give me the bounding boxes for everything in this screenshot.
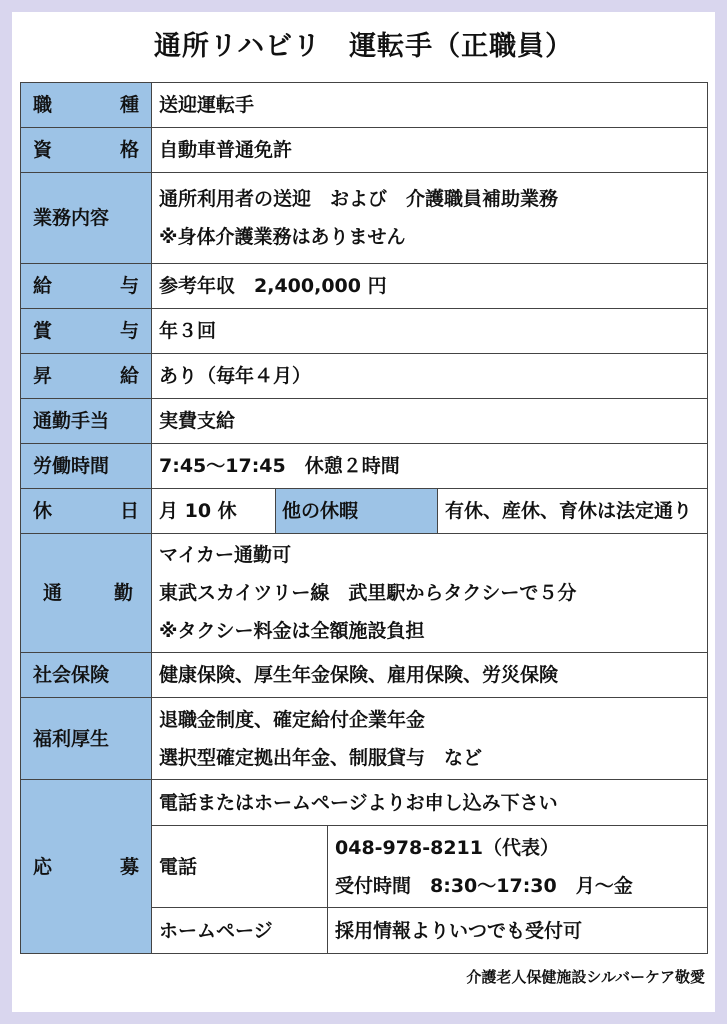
label-tsukin: 通 勤 [21, 534, 152, 653]
label-shokushu: 職 種 [21, 83, 152, 128]
value-shakai: 健康保険、厚生年金保険、雇用保険、労災保険 [152, 653, 708, 698]
row-tsukin-teate [21, 399, 708, 444]
value-gyomu: 通所利用者の送迎 および 介護職員補助業務 ※身体介護業務はありません [152, 173, 708, 264]
row-kyujitsu [21, 489, 708, 534]
label-gyomu: 業務内容 [21, 173, 152, 264]
label-shoyo: 賞 与 [21, 309, 152, 354]
row-tsukin [21, 534, 708, 653]
value-tsukin: マイカー通勤可 東武スカイツリー線 武里駅からタクシーで５分 ※タクシー料金は全額施設負担 [152, 534, 708, 653]
row-fukuri [21, 698, 708, 780]
row-rodo [21, 444, 708, 489]
value-kyuyo: 参考年収 2,400,000 円 [152, 264, 708, 309]
value-other-leave: 有休、産休、育休は法定通り [438, 489, 708, 534]
page-title: 通所リハビリ 運転手（正職員） [153, 31, 574, 62]
label-tsukin-teate: 通勤手当 [21, 399, 152, 444]
row-gyomu [21, 173, 708, 264]
value-homepage: 採用情報よりいつでも受付可 [328, 908, 708, 954]
phone-number: 048-978-8211（代表） [335, 836, 559, 859]
label-shakai: 社会保険 [21, 653, 152, 698]
value-tsukin-teate: 実費支給 [152, 399, 708, 444]
row-shikaku [21, 128, 708, 173]
facility-name: 介護老人保健施設シルバーケア敬愛 [466, 968, 705, 986]
row-kyuyo [21, 264, 708, 309]
value-fukuri: 退職金制度、確定給付企業年金 選択型確定拠出年金、制服貸与 など [152, 698, 708, 780]
reception-hours: 受付時間 8:30～17:30 月～金 [335, 874, 633, 897]
label-kyujitsu: 休 日 [21, 489, 152, 534]
row-shokyu [21, 354, 708, 399]
label-kyuyo: 給 与 [21, 264, 152, 309]
label-shokyu: 昇 給 [21, 354, 152, 399]
value-kyujitsu: 月 10 休 [152, 489, 276, 534]
value-shoyo: 年３回 [152, 309, 708, 354]
job-details-table [20, 82, 708, 954]
row-shakai [21, 653, 708, 698]
row-shokushu [21, 83, 708, 128]
label-other-leave: 他の休暇 [276, 489, 438, 534]
value-rodo: 7:45～17:45 休憩２時間 [152, 444, 708, 489]
value-oubo-intro: 電話またはホームページよりお申し込み下さい [152, 780, 708, 826]
value-shokushu: 送迎運転手 [152, 83, 708, 128]
value-shokyu: あり（毎年４月） [152, 354, 708, 399]
value-phone [328, 826, 708, 908]
label-phone: 電話 [152, 826, 328, 908]
value-shikaku: 自動車普通免許 [152, 128, 708, 173]
label-shikaku: 資 格 [21, 128, 152, 173]
label-fukuri: 福利厚生 [21, 698, 152, 780]
label-oubo: 応 募 [21, 780, 152, 954]
row-oubo-intro [21, 780, 708, 826]
label-rodo: 労働時間 [21, 444, 152, 489]
label-homepage: ホームページ [152, 908, 328, 954]
row-shoyo [21, 309, 708, 354]
